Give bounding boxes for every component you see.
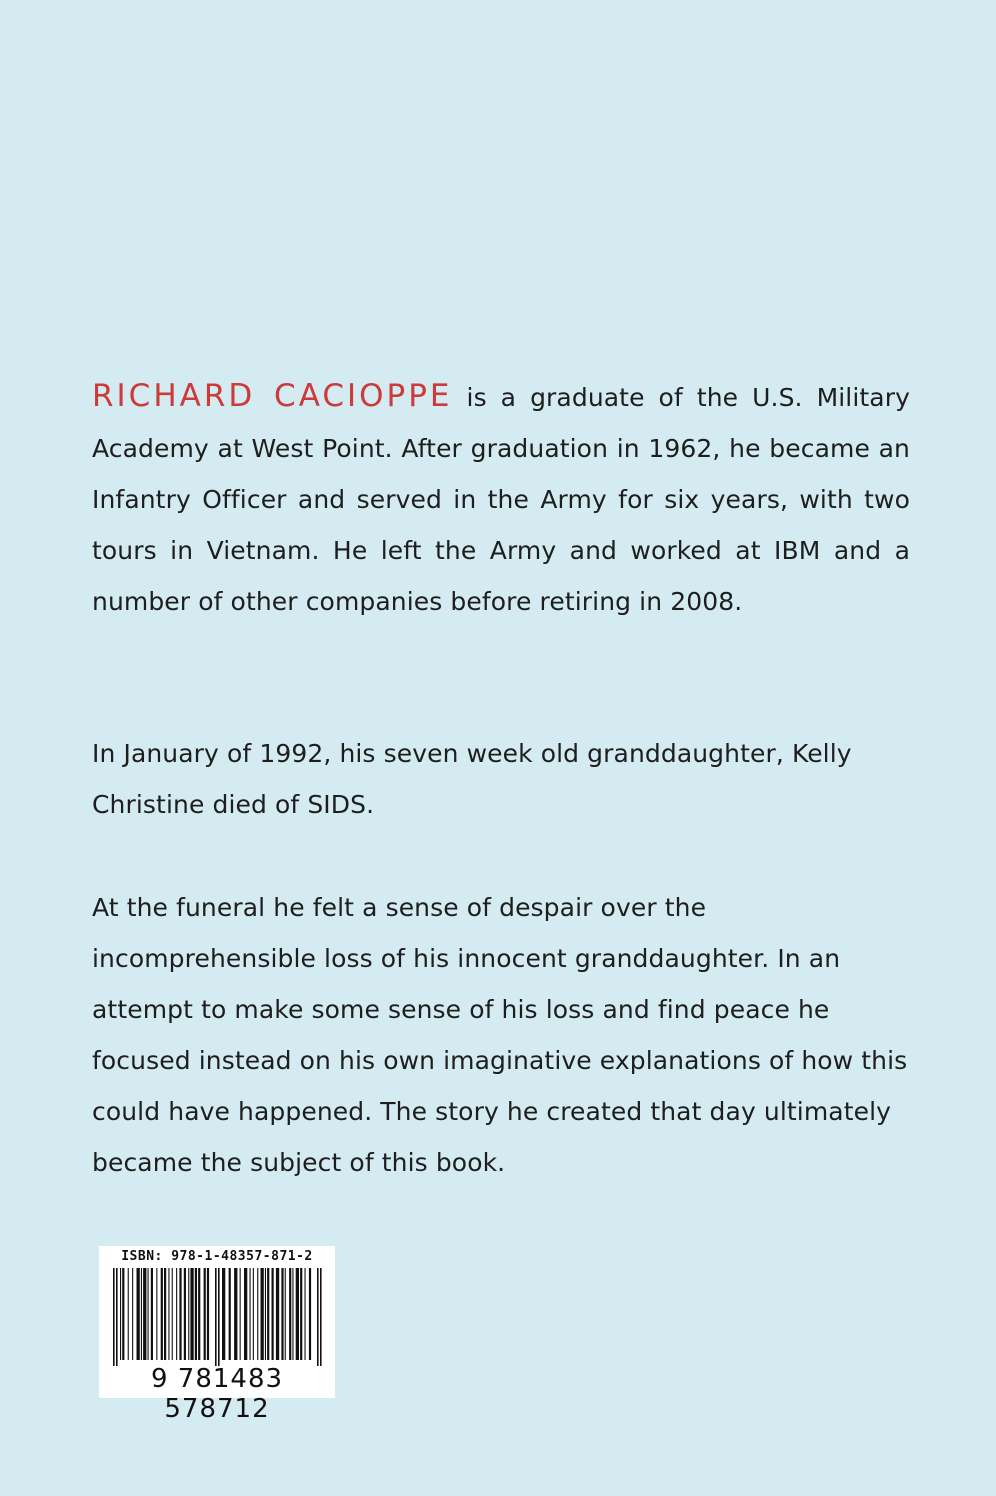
barcode-bar [168,1268,169,1360]
granddaughter-paragraph: In January of 1992, his seven week old granddaughter, Kelly Christine died of SIDS. [92,739,852,819]
barcode-bar [156,1268,157,1360]
barcode-bar [190,1268,193,1360]
barcode-bar [292,1268,293,1360]
barcode-bar [164,1268,166,1360]
barcode-bar [176,1268,177,1360]
barcode-bar [272,1268,274,1360]
barcode-bar [300,1268,302,1360]
barcode-bars [99,1266,335,1366]
barcode-guard-bar [320,1268,322,1366]
isbn-label: ISBN: 978-1-48357-871-2 [121,1249,313,1264]
barcode-guard-bar [116,1268,118,1366]
barcode-bar [222,1268,225,1360]
barcode-guard-bar [113,1268,115,1366]
barcode-guard-bar [215,1268,217,1366]
barcode-bar [128,1268,129,1360]
barcode-bar [261,1268,264,1360]
barcode-bar [207,1268,209,1360]
barcode-bar [137,1268,140,1360]
barcode-bar [234,1268,237,1360]
barcode-bar [132,1268,133,1360]
barcode-bar [161,1268,163,1360]
book-origin-paragraph: At the funeral he felt a sense of despair over the incomprehensible loss of his innocent granddaughter. In an attempt to make some sense of his loss and find peace he focused instead on his own imaginative explanations of how this could have happened. The story he created that day ultimately became the subject of this book. [92,893,908,1177]
barcode-bar [281,1268,283,1360]
barcode-bar [204,1268,206,1360]
isbn-barcode [99,1246,335,1424]
barcode-bar [250,1268,251,1360]
barcode-guard-bar [317,1268,319,1366]
barcode-bar [253,1268,254,1360]
author-bio-text: is a graduate of the U.S. Military Academy at West Point. After graduation in 1962, he became an Infantry Officer and served in the Army for six years, with two tours in Vietnam. He left the Army and worked at IBM and a number of other companies before retiring in 2008. [92,383,910,616]
barcode-bar [122,1268,124,1360]
barcode-bar [285,1268,286,1360]
barcode-bar [296,1268,299,1360]
author-name: RICHARD CACIOPPE [92,378,453,414]
barcode-bar [289,1268,291,1360]
barcode-bar [240,1268,241,1360]
barcode-bar [172,1268,173,1360]
barcode-bar [309,1268,311,1360]
barcode-bar [244,1268,247,1360]
ean-digits: 9 781483 578712 [150,1364,284,1424]
barcode-bar [276,1268,279,1360]
barcode-bar [265,1268,266,1360]
barcode-bar [151,1268,153,1360]
barcode-bar [184,1268,186,1360]
barcode-bar [120,1268,121,1360]
barcode-bar [267,1268,269,1360]
barcode-bar [198,1268,200,1360]
barcode-bar [143,1268,146,1360]
barcode-bar [141,1268,142,1360]
barcode-bar [195,1268,197,1360]
barcode-bar [179,1268,181,1360]
author-bio-paragraph [92,371,910,627]
barcode-bar [188,1268,189,1360]
barcode-bar [257,1268,258,1360]
barcode-bar [229,1268,231,1360]
barcode-bar [305,1268,306,1360]
barcode-bar [148,1268,149,1360]
barcode-guard-bar [218,1268,220,1366]
